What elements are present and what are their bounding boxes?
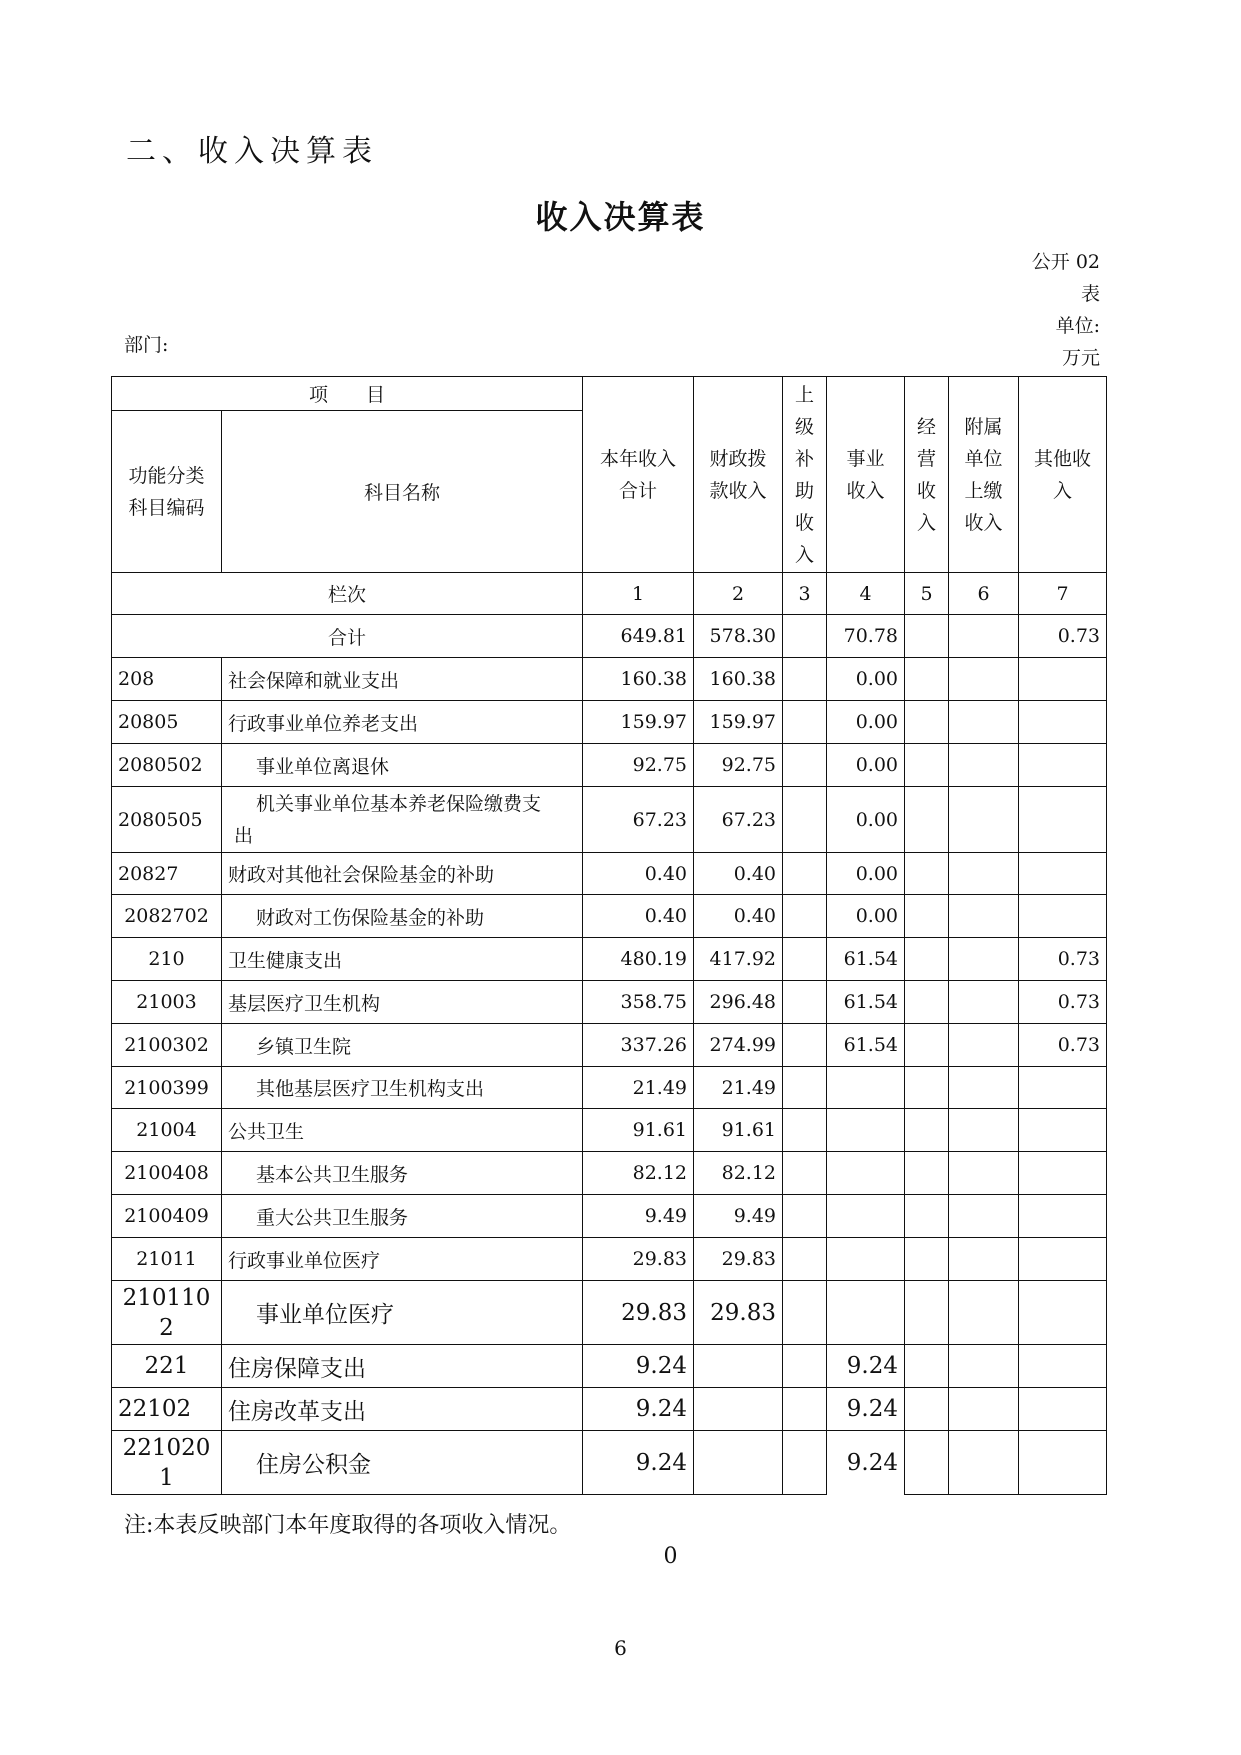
row-c6 — [949, 1109, 1019, 1152]
row-c5 — [905, 981, 949, 1024]
table-row — [112, 701, 1107, 744]
row-name: 财政对工伤保险基金的补助 — [222, 895, 583, 938]
header-col1 — [583, 377, 694, 573]
row-name: 财政对其他社会保险基金的补助 — [222, 853, 583, 895]
row-c4 — [827, 1281, 905, 1345]
row-code — [112, 1431, 222, 1495]
total-c1: 649.81 — [583, 615, 694, 658]
row-c7 — [1019, 701, 1107, 744]
unit-label — [1010, 310, 1100, 374]
row-c1: 9.49 — [583, 1195, 694, 1238]
row-c6 — [949, 787, 1019, 853]
row-name-line: 机关事业单位基本养老保险缴费支 — [256, 792, 542, 815]
header-col5-char: 收 — [917, 479, 937, 502]
row-code: 210 — [112, 938, 222, 981]
row-c1: 29.83 — [583, 1281, 694, 1345]
row-c4: 9.24 — [827, 1431, 905, 1495]
row-c5 — [905, 1431, 949, 1495]
row-c3 — [783, 1281, 827, 1345]
row-c6 — [949, 895, 1019, 938]
row-code: 2100409 — [112, 1195, 222, 1238]
row-c2: 29.83 — [694, 1238, 783, 1281]
row-c4: 61.54 — [827, 1024, 905, 1067]
column-number: 4 — [827, 573, 905, 615]
row-c1: 159.97 — [583, 701, 694, 744]
row-code: 20805 — [112, 701, 222, 744]
header-code-line: 科目编码 — [128, 496, 205, 519]
row-c4 — [827, 1109, 905, 1152]
unit-line2: 万元 — [1061, 347, 1100, 369]
row-c7 — [1019, 744, 1107, 787]
row-c4: 0.00 — [827, 853, 905, 895]
row-c2: 9.49 — [694, 1195, 783, 1238]
row-code: 21011 — [112, 1238, 222, 1281]
row-c4: 0.00 — [827, 744, 905, 787]
row-c3 — [783, 787, 827, 853]
total-c2: 578.30 — [694, 615, 783, 658]
row-name: 社会保障和就业支出 — [222, 658, 583, 701]
row-c2: 296.48 — [694, 981, 783, 1024]
row-c5 — [905, 895, 949, 938]
row-c4: 0.00 — [827, 787, 905, 853]
row-c4 — [827, 1195, 905, 1238]
row-c2: 417.92 — [694, 938, 783, 981]
row-c1: 9.24 — [583, 1431, 694, 1495]
table-row — [112, 1281, 1107, 1345]
header-col6 — [949, 377, 1019, 573]
row-code: 21004 — [112, 1109, 222, 1152]
row-c2: 29.83 — [694, 1281, 783, 1345]
row-c5 — [905, 1152, 949, 1195]
form-code-line1: 公开 02 — [1031, 251, 1100, 273]
row-c1: 358.75 — [583, 981, 694, 1024]
row-c2: 0.40 — [694, 895, 783, 938]
row-c4: 61.54 — [827, 981, 905, 1024]
row-name: 住房公积金 — [222, 1431, 583, 1495]
row-name: 住房改革支出 — [222, 1388, 583, 1431]
row-c2 — [694, 1345, 783, 1388]
row-name: 乡镇卫生院 — [222, 1024, 583, 1067]
row-c1: 82.12 — [583, 1152, 694, 1195]
row-name: 行政事业单位养老支出 — [222, 701, 583, 744]
table-row — [112, 981, 1107, 1024]
header-col3-char: 助 — [795, 479, 815, 502]
header-col5 — [905, 377, 949, 573]
row-name: 行政事业单位医疗 — [222, 1238, 583, 1281]
row-c6 — [949, 1024, 1019, 1067]
table-row — [112, 1152, 1107, 1195]
header-col7-line: 其他收 — [1034, 447, 1092, 470]
row-code-line: 1 — [159, 1464, 174, 1491]
table-row — [112, 658, 1107, 701]
header-item: 项 目 — [112, 377, 583, 411]
row-c7 — [1019, 1067, 1107, 1109]
row-c5 — [905, 938, 949, 981]
row-c2: 91.61 — [694, 1109, 783, 1152]
row-c2: 67.23 — [694, 787, 783, 853]
header-col2-line: 财政拨 — [709, 447, 767, 470]
row-name — [222, 787, 583, 853]
row-c3 — [783, 1345, 827, 1388]
row-c4 — [827, 1067, 905, 1109]
column-number-row — [112, 573, 1107, 615]
row-code: 2080505 — [112, 787, 222, 853]
row-c4: 0.00 — [827, 895, 905, 938]
header-col5-char: 入 — [917, 511, 937, 534]
header-col7-line: 入 — [1053, 479, 1073, 502]
row-c4: 61.54 — [827, 938, 905, 981]
table-row — [112, 1388, 1107, 1431]
row-c6 — [949, 1388, 1019, 1431]
column-number: 5 — [905, 573, 949, 615]
row-c3 — [783, 1152, 827, 1195]
header-col4 — [827, 377, 905, 573]
row-code: 221 — [112, 1345, 222, 1388]
total-c4: 70.78 — [827, 615, 905, 658]
header-code — [112, 411, 222, 573]
row-c1: 29.83 — [583, 1238, 694, 1281]
header-name: 科目名称 — [222, 411, 583, 573]
row-name: 事业单位医疗 — [222, 1281, 583, 1345]
row-c5 — [905, 853, 949, 895]
row-c4 — [827, 1152, 905, 1195]
row-code: 2100408 — [112, 1152, 222, 1195]
total-row — [112, 615, 1107, 658]
header-col3 — [783, 377, 827, 573]
document-title: 收入决算表 — [535, 198, 706, 236]
row-c2: 160.38 — [694, 658, 783, 701]
table-row — [112, 895, 1107, 938]
row-code: 22102 — [112, 1388, 222, 1431]
department-label: 部门: — [124, 334, 169, 356]
row-c6 — [949, 1238, 1019, 1281]
row-c1: 9.24 — [583, 1345, 694, 1388]
row-c5 — [905, 1238, 949, 1281]
row-c7 — [1019, 1345, 1107, 1388]
row-name: 公共卫生 — [222, 1109, 583, 1152]
column-number: 3 — [783, 573, 827, 615]
row-c6 — [949, 1152, 1019, 1195]
row-c7 — [1019, 853, 1107, 895]
row-c4: 0.00 — [827, 658, 905, 701]
table-row — [112, 1238, 1107, 1281]
header-col4-line: 事业 — [846, 447, 885, 470]
header-col3-char: 上 — [795, 383, 815, 406]
row-c3 — [783, 938, 827, 981]
row-c6 — [949, 1195, 1019, 1238]
row-c7 — [1019, 658, 1107, 701]
row-code-line: 210110 — [122, 1284, 211, 1311]
row-c3 — [783, 895, 827, 938]
header-col6-line: 上缴 — [964, 479, 1003, 502]
row-c1: 480.19 — [583, 938, 694, 981]
row-c5 — [905, 1281, 949, 1345]
total-c6 — [949, 615, 1019, 658]
row-c5 — [905, 787, 949, 853]
row-c6 — [949, 1067, 1019, 1109]
row-name-line: 出 — [234, 824, 254, 847]
row-c2 — [694, 1431, 783, 1495]
row-c6 — [949, 853, 1019, 895]
row-c5 — [905, 1109, 949, 1152]
row-name: 基本公共卫生服务 — [222, 1152, 583, 1195]
header-col4-line: 收入 — [846, 479, 885, 502]
row-c2: 0.40 — [694, 853, 783, 895]
row-c6 — [949, 1345, 1019, 1388]
row-c3 — [783, 1431, 827, 1495]
header-col6-line: 收入 — [964, 511, 1003, 534]
row-c5 — [905, 658, 949, 701]
table-row — [112, 1067, 1107, 1109]
row-c6 — [949, 658, 1019, 701]
table-row — [112, 1024, 1107, 1067]
row-c3 — [783, 981, 827, 1024]
row-c6 — [949, 1281, 1019, 1345]
row-c6 — [949, 1431, 1019, 1495]
row-name: 重大公共卫生服务 — [222, 1195, 583, 1238]
header-col3-char: 收 — [795, 511, 815, 534]
row-c1: 9.24 — [583, 1388, 694, 1431]
row-c5 — [905, 1345, 949, 1388]
row-c6 — [949, 701, 1019, 744]
row-c6 — [949, 938, 1019, 981]
row-c3 — [783, 658, 827, 701]
header-col1-line: 合计 — [619, 479, 658, 502]
header-col3-char: 级 — [795, 415, 815, 438]
row-c2 — [694, 1388, 783, 1431]
unit-line1: 单位: — [1055, 315, 1100, 337]
row-c3 — [783, 1238, 827, 1281]
row-c1: 0.40 — [583, 895, 694, 938]
row-c4: 0.00 — [827, 701, 905, 744]
row-name: 卫生健康支出 — [222, 938, 583, 981]
row-name: 基层医疗卫生机构 — [222, 981, 583, 1024]
row-c1: 0.40 — [583, 853, 694, 895]
row-c4: 9.24 — [827, 1345, 905, 1388]
row-c5 — [905, 1024, 949, 1067]
row-c2: 92.75 — [694, 744, 783, 787]
stray-zero: 0 — [663, 1544, 678, 1569]
row-c7 — [1019, 1238, 1107, 1281]
header-col2-line: 款收入 — [709, 479, 767, 502]
row-c3 — [783, 853, 827, 895]
row-code — [112, 1281, 222, 1345]
row-c5 — [905, 1067, 949, 1109]
row-c2: 159.97 — [694, 701, 783, 744]
row-c7 — [1019, 1281, 1107, 1345]
page-number: 6 — [614, 1636, 627, 1660]
row-code: 2080502 — [112, 744, 222, 787]
row-c1: 91.61 — [583, 1109, 694, 1152]
row-c1: 21.49 — [583, 1067, 694, 1109]
row-c6 — [949, 744, 1019, 787]
row-code: 2100302 — [112, 1024, 222, 1067]
row-name: 事业单位离退休 — [222, 744, 583, 787]
row-c6 — [949, 981, 1019, 1024]
header-col2 — [694, 377, 783, 573]
row-code: 2082702 — [112, 895, 222, 938]
header-col6-line: 单位 — [964, 447, 1003, 470]
table-row — [112, 1195, 1107, 1238]
row-c3 — [783, 1067, 827, 1109]
row-c3 — [783, 701, 827, 744]
row-c7: 0.73 — [1019, 938, 1107, 981]
column-number: 6 — [949, 573, 1019, 615]
header-col7 — [1019, 377, 1107, 573]
header-col3-char: 补 — [795, 447, 815, 470]
row-c1: 92.75 — [583, 744, 694, 787]
form-code-line2: 表 — [1080, 283, 1100, 305]
header-code-line: 功能分类 — [128, 464, 205, 487]
row-name: 其他基层医疗卫生机构支出 — [222, 1067, 583, 1109]
total-label: 合计 — [112, 615, 583, 658]
row-c4 — [827, 1238, 905, 1281]
column-number-label: 栏次 — [112, 573, 583, 615]
row-c1: 160.38 — [583, 658, 694, 701]
row-c7 — [1019, 1195, 1107, 1238]
section-heading: 二、收入决算表 — [126, 134, 378, 169]
table-row — [112, 787, 1107, 853]
row-c2: 82.12 — [694, 1152, 783, 1195]
total-c7: 0.73 — [1019, 615, 1107, 658]
row-c7 — [1019, 895, 1107, 938]
table-row — [112, 1431, 1107, 1495]
row-c1: 337.26 — [583, 1024, 694, 1067]
row-c3 — [783, 744, 827, 787]
income-table — [111, 376, 1107, 1495]
row-name: 住房保障支出 — [222, 1345, 583, 1388]
row-c7 — [1019, 1431, 1107, 1495]
column-number: 2 — [694, 573, 783, 615]
table-note: 注:本表反映部门本年度取得的各项收入情况。 — [124, 1513, 572, 1538]
row-c7: 0.73 — [1019, 981, 1107, 1024]
row-c7: 0.73 — [1019, 1024, 1107, 1067]
row-c2: 21.49 — [694, 1067, 783, 1109]
row-c3 — [783, 1388, 827, 1431]
row-code: 208 — [112, 658, 222, 701]
row-c1: 67.23 — [583, 787, 694, 853]
row-c7 — [1019, 1388, 1107, 1431]
total-c5 — [905, 615, 949, 658]
header-col6-line: 附属 — [964, 415, 1003, 438]
row-code-line: 221020 — [122, 1434, 211, 1461]
table-row — [112, 853, 1107, 895]
row-c7 — [1019, 1109, 1107, 1152]
header-col1-line: 本年收入 — [600, 447, 677, 470]
row-c4: 9.24 — [827, 1388, 905, 1431]
row-c3 — [783, 1024, 827, 1067]
column-number: 7 — [1019, 573, 1107, 615]
row-c5 — [905, 701, 949, 744]
header-col5-char: 经 — [917, 415, 937, 438]
row-c2: 274.99 — [694, 1024, 783, 1067]
row-code: 20827 — [112, 853, 222, 895]
row-c3 — [783, 1109, 827, 1152]
row-c3 — [783, 1195, 827, 1238]
header-col3-char: 入 — [795, 543, 815, 566]
row-c7 — [1019, 787, 1107, 853]
row-c5 — [905, 1195, 949, 1238]
row-code: 2100399 — [112, 1067, 222, 1109]
table-row — [112, 1109, 1107, 1152]
form-code — [1010, 246, 1100, 310]
table-row — [112, 1345, 1107, 1388]
row-c5 — [905, 1388, 949, 1431]
column-number: 1 — [583, 573, 694, 615]
row-code-line: 2 — [159, 1314, 174, 1341]
total-c3 — [783, 615, 827, 658]
row-code: 21003 — [112, 981, 222, 1024]
table-row — [112, 744, 1107, 787]
table-row — [112, 938, 1107, 981]
header-col5-char: 营 — [917, 447, 937, 470]
row-c5 — [905, 744, 949, 787]
row-c7 — [1019, 1152, 1107, 1195]
